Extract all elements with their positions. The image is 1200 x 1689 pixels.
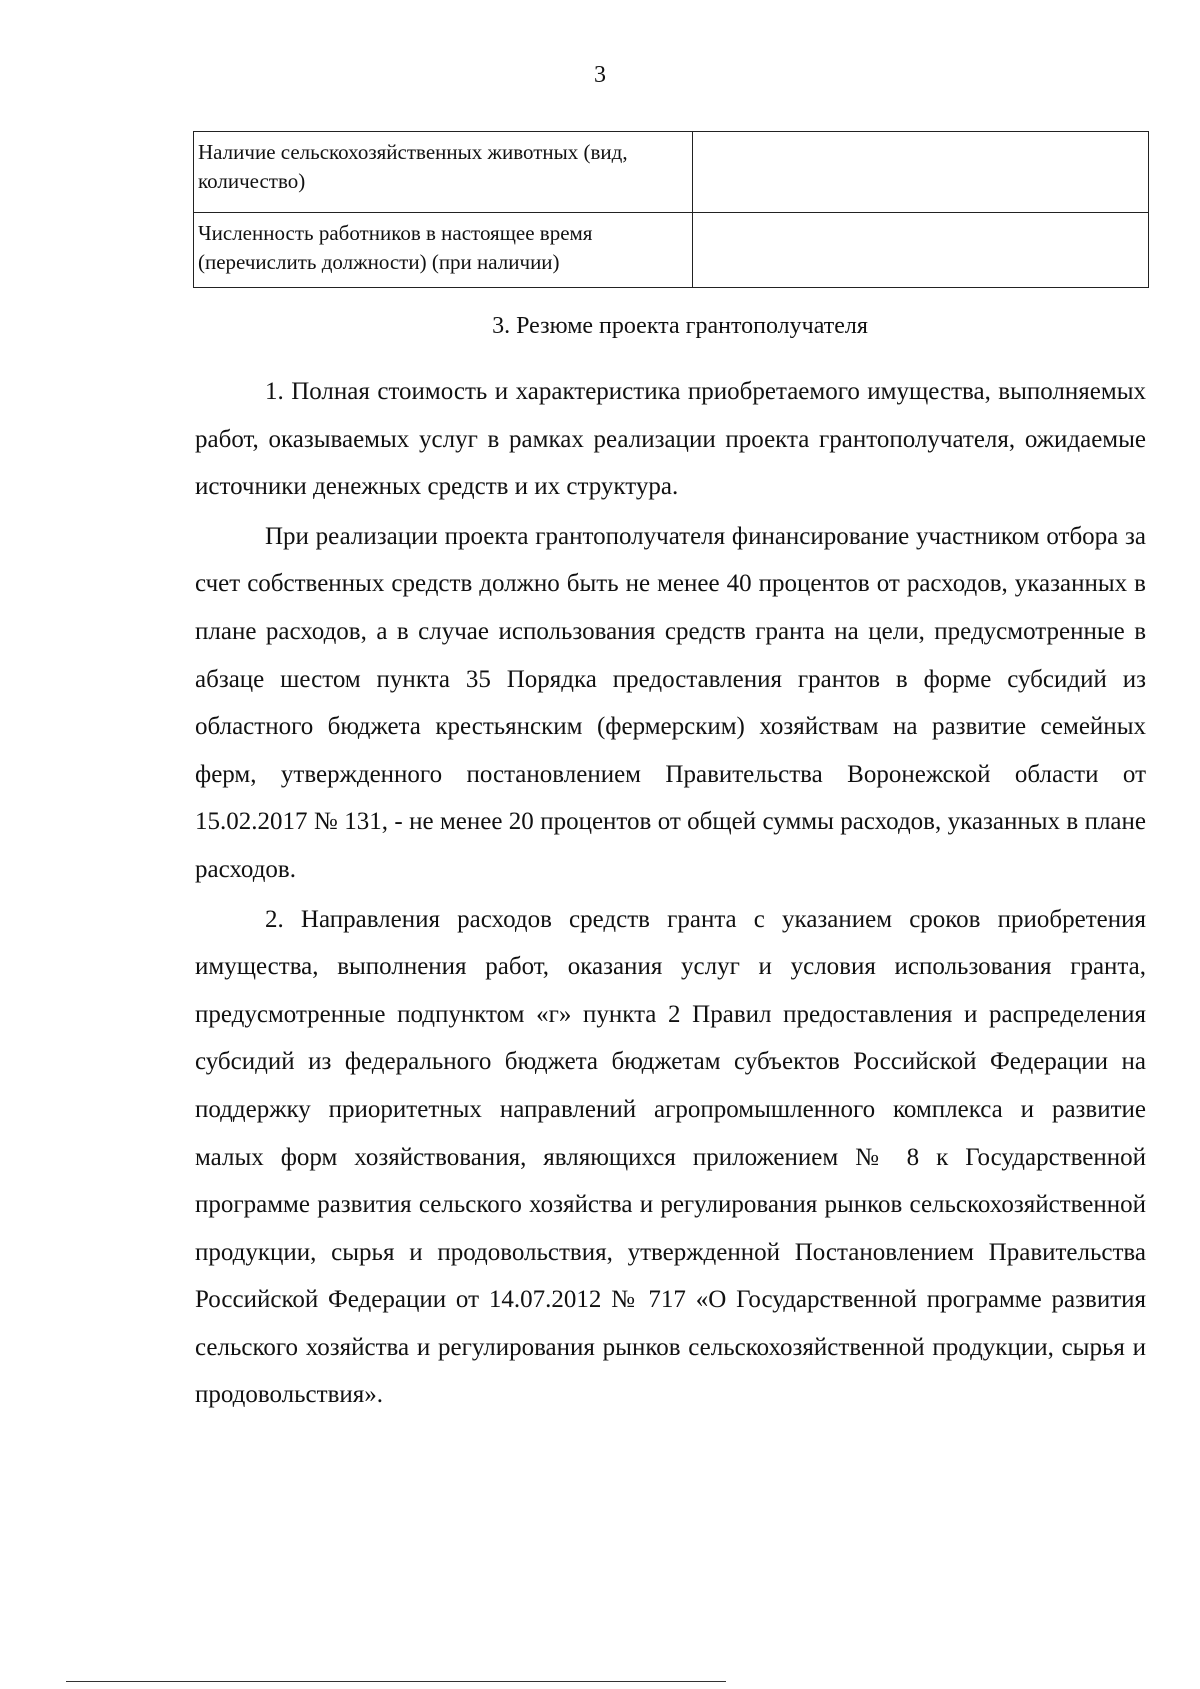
table-row xyxy=(194,132,1149,213)
paragraph-full-cost: 1. Полная стоимость и характеристика приобретаемого имущества, выполняемых работ, оказываемых услуг в рамках реализации проекта грантополучателя, ожидаемые источники денежных средств и их структура. xyxy=(195,378,1146,501)
section-title: 3. Резюме проекта грантополучателя xyxy=(492,313,868,339)
table-row-value xyxy=(693,213,1149,288)
paragraph-grant-directions: 2. Направления расходов средств гранта с указанием сроков приобретения имущества, выполнения работ, оказания услуг и условия использования гранта, предусмотренные подпунктом «г» пункта 2 Правил предоставления и распределения субсидий из федерального бюджета бюджетам субъектов Российской Федерации на поддержку приоритетных направлений агропромышленного комплекса и развитие малых форм хозяйствования, являющихся приложением № 8 к Государственной программе развития сельского хозяйства и регулирования рынков сельскохозяйственной продукции, сырья и продовольствия, утвержденной Постановлением Правительства Российской Федерации от 14.07.2012 № 717 «О Государственной программе развития сельского хозяйства и регулирования рынков сельскохозяйственной продукции, сырья и продовольствия». xyxy=(195,905,1146,1409)
table-row-label: Наличие сельскохозяйственных животных (вид, количество) xyxy=(194,132,693,213)
table-row-label: Численность работников в настоящее время (перечислить должности) (при наличии) xyxy=(194,213,693,288)
applicant-info-table xyxy=(193,131,1149,288)
footer-divider xyxy=(66,1681,726,1682)
document-body xyxy=(195,368,1146,1419)
paragraph-cofinancing: При реализации проекта грантополучателя финансирование участником отбора за счет собственных средств должно быть не менее 40 процентов от расходов, указанных в плане расходов, а в случае использования средств гранта на цели, предусмотренные в абзаце шестом пункта 35 Порядка предоставления грантов в форме субсидий из областного бюджета крестьянским (фермерским) хозяйствам на развитие семейных ферм, утвержденного постановлением Правительства Воронежской области от 15.02.2017 № 131, - не менее 20 процентов от общей суммы расходов, указанных в плане расходов. xyxy=(195,522,1146,883)
table-row-value xyxy=(693,132,1149,213)
table-row xyxy=(194,213,1149,288)
page-number: 3 xyxy=(594,62,606,88)
